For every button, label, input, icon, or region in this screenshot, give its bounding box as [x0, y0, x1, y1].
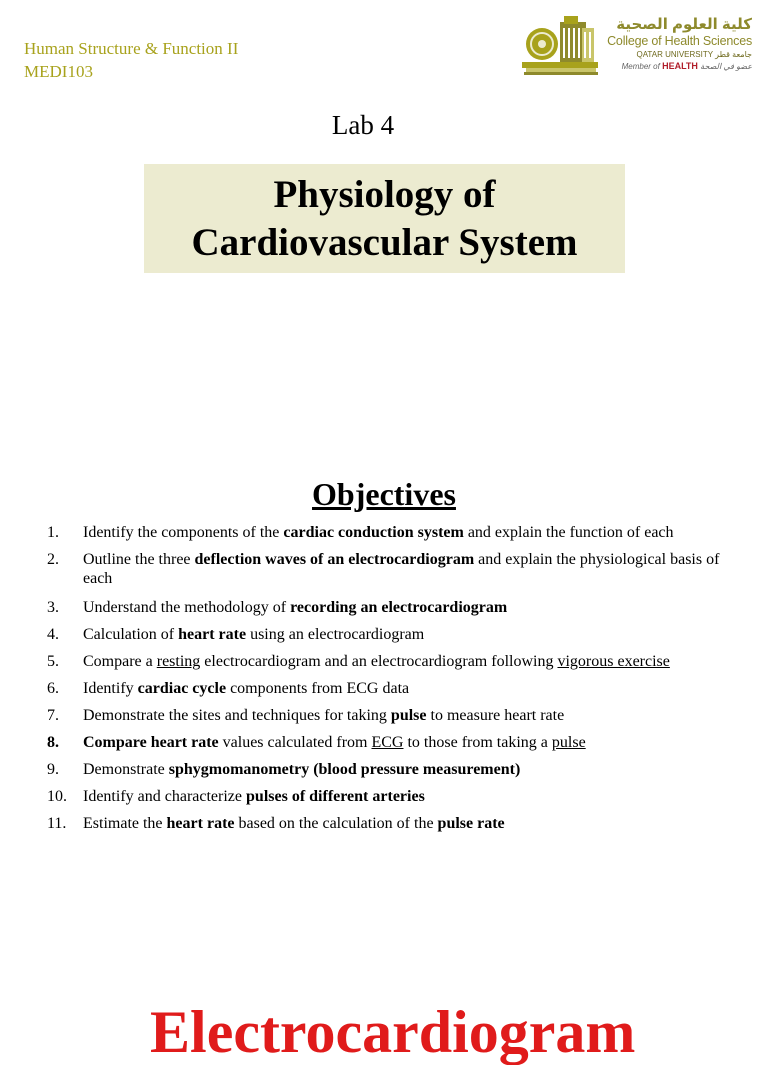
objective-number: 7.: [47, 707, 59, 724]
objective-text-segment: Demonstrate: [83, 761, 169, 778]
objective-text-segment: Demonstrate the sites and techniques for taking: [83, 707, 391, 724]
objective-text-segment: Estimate the: [83, 815, 167, 832]
objective-number: 9.: [47, 761, 59, 778]
objective-text-segment: resting: [156, 653, 201, 670]
objective-number: 10.: [47, 788, 67, 805]
objective-text-segment: pulse: [390, 707, 427, 724]
objective-text-segment: cardiac cycle: [137, 680, 227, 697]
objective-text-segment: Compare heart rate: [83, 734, 219, 751]
objective-text-segment: values calculated from: [218, 734, 372, 751]
logo-university: QATAR UNIVERSITY جامعة قطر: [636, 50, 752, 59]
objective-text: [83, 787, 743, 806]
objective-number: 5.: [47, 653, 59, 670]
logo-member-arabic: عضو في الصحة: [700, 62, 752, 71]
objective-text-segment: cardiac conduction system: [283, 524, 464, 541]
objective-text: [83, 733, 743, 752]
objective-text-segment: electrocardiogram and an electrocardiogram following: [200, 653, 558, 670]
objective-text-segment: and explain the physiological basis of each: [83, 551, 720, 587]
objective-number: 8.: [47, 734, 59, 751]
objective-text-segment: sphygmomanometry (blood pressure measurement): [168, 761, 521, 778]
objective-text-segment: using an electrocardiogram: [246, 626, 425, 643]
objective-text-segment: Identify the components of the: [83, 524, 284, 541]
objective-text: [83, 523, 743, 542]
objective-text: [83, 550, 743, 588]
objective-text-segment: ECG: [371, 734, 404, 751]
objective-text-segment: pulses of different arteries: [246, 788, 425, 805]
logo-member-health: HEALTH: [662, 61, 698, 71]
college-emblem-icon: [520, 14, 600, 82]
lab-label: Lab 4: [331, 110, 395, 140]
logo-english-name: College of Health Sciences: [607, 34, 752, 48]
objective-text-segment: pulse: [551, 734, 586, 751]
objective-text-segment: components from ECG data: [226, 680, 410, 697]
course-header: [24, 37, 238, 83]
logo-arabic-name: كلية العلوم الصحية: [616, 16, 752, 33]
objective-text-segment: Outline the three: [83, 551, 195, 568]
objective-text-segment: deflection waves of an electrocardiogram: [194, 551, 475, 568]
objective-text: [83, 760, 743, 779]
section-heading-electrocardiogram: Electrocardiogram: [150, 999, 636, 1065]
objective-text: [83, 814, 743, 833]
logo-member-line: [602, 60, 752, 73]
objective-number: 6.: [47, 680, 59, 697]
objective-text-segment: Identify and characterize: [83, 788, 247, 805]
logo-member-prefix: Member of: [621, 62, 660, 71]
objective-text-segment: Identify: [83, 680, 138, 697]
objective-text-segment: and explain the function of each: [463, 524, 674, 541]
objective-text-segment: Calculation of: [83, 626, 179, 643]
objective-text-segment: recording an electrocardiogram: [290, 599, 508, 616]
course-title: Human Structure & Function II: [24, 39, 239, 58]
objective-text-segment: to measure heart rate: [426, 707, 565, 724]
objective-text-segment: Compare a: [83, 653, 157, 670]
objective-text-segment: to those from taking a: [403, 734, 552, 751]
objective-text-segment: Understand the methodology of: [83, 599, 291, 616]
objective-text: [83, 625, 743, 644]
objective-text: [83, 652, 743, 671]
objective-number: 1.: [47, 524, 59, 541]
objective-text-segment: vigorous exercise: [557, 653, 670, 670]
college-logo: [520, 12, 756, 86]
course-code: MEDI103: [24, 62, 93, 81]
objective-text-segment: heart rate: [166, 815, 235, 832]
objective-text-segment: heart rate: [178, 626, 247, 643]
page-title-line-2: Cardiovascular System: [191, 220, 578, 264]
objectives-heading: Objectives: [312, 476, 456, 512]
objective-text-segment: based on the calculation of the: [234, 815, 438, 832]
objective-text: [83, 679, 743, 698]
objective-number: 2.: [47, 551, 59, 568]
objective-text: [83, 598, 743, 617]
objective-number: 4.: [47, 626, 59, 643]
objective-number: 11.: [47, 815, 67, 832]
objective-number: 3.: [47, 599, 59, 616]
page-title-line-1: Physiology of: [273, 172, 496, 216]
objective-text: [83, 706, 743, 725]
objective-text-segment: pulse rate: [437, 815, 505, 832]
title-box: [144, 164, 625, 273]
